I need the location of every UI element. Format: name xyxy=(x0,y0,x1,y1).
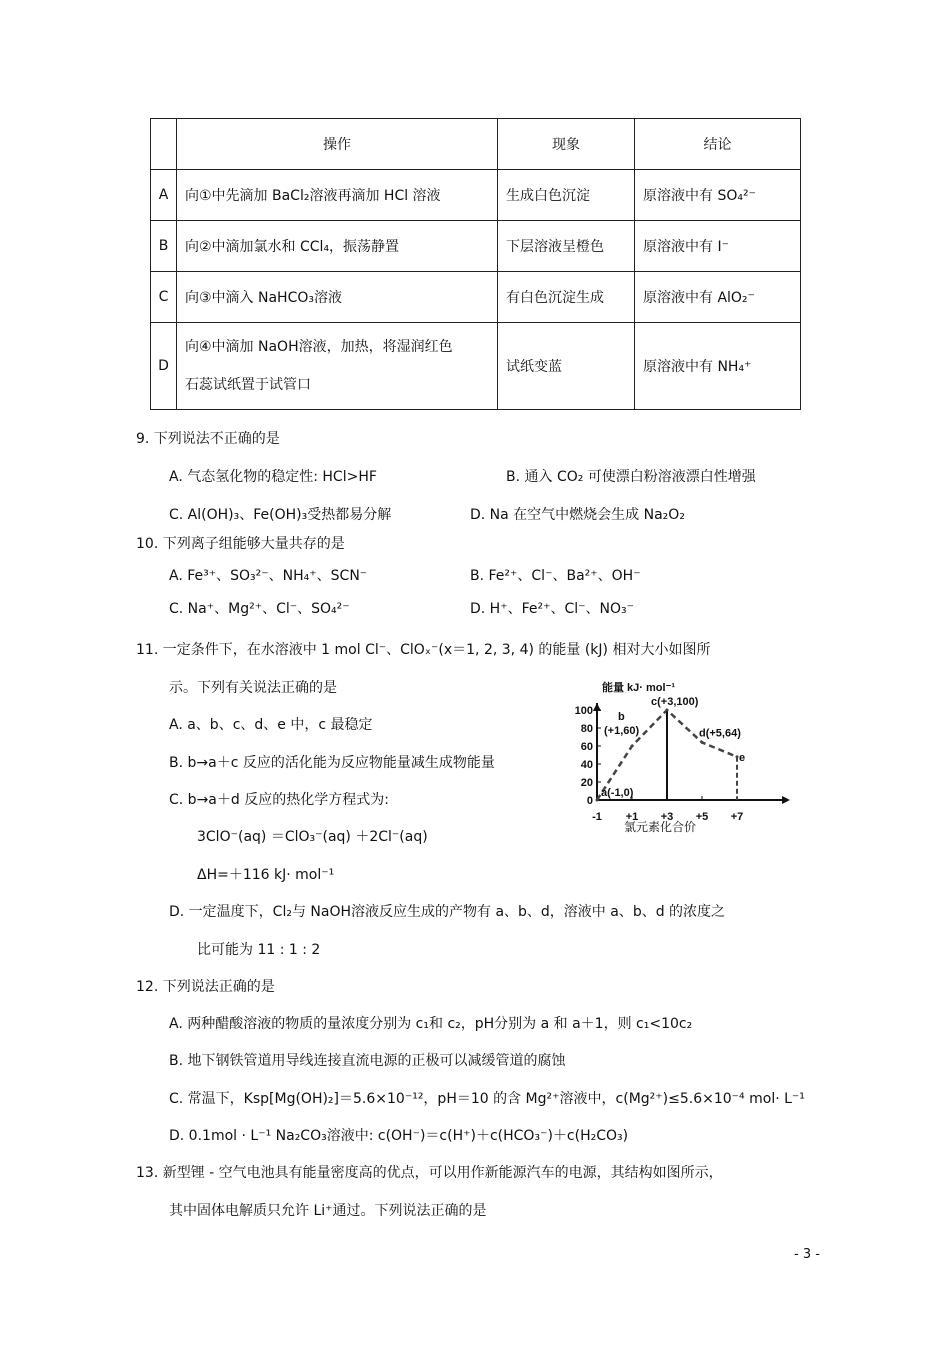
row-conclusion: 原溶液中有 AlO₂⁻ xyxy=(635,272,801,323)
row-conclusion: 原溶液中有 NH₄⁺ xyxy=(635,323,801,410)
y-tick-label: 0 xyxy=(586,795,593,807)
y-tick-label: 80 xyxy=(580,723,593,735)
q9-option-b: B. 通入 CO₂ 可使漂白粉溶液漂白性增强 xyxy=(506,469,756,485)
q11-option-b: B. b→a＋c 反应的活化能为反应物能量减生成物能量 xyxy=(169,755,495,771)
row-operation: 向③中滴入 NaHCO₃溶液 xyxy=(177,272,498,323)
point-label-c: c(+3,100) xyxy=(651,696,699,708)
q9-option-c: C. Al(OH)₃、Fe(OH)₃受热都易分解 xyxy=(169,507,392,523)
point-label-a: a(-1,0) xyxy=(601,787,634,799)
row-operation: 向①中先滴加 BaCl₂溶液再滴加 HCl 溶液 xyxy=(177,170,498,221)
q12-stem: 12. 下列说法正确的是 xyxy=(136,979,275,995)
point-d xyxy=(701,741,704,744)
table-row xyxy=(151,323,801,410)
point-a xyxy=(596,799,599,802)
row-phenomenon: 生成白色沉淀 xyxy=(498,170,635,221)
point-c xyxy=(666,709,669,712)
row-conclusion: 原溶液中有 I⁻ xyxy=(635,221,801,272)
x-axis-label: 氯元素化合价 xyxy=(623,820,697,834)
q10-option-b: B. Fe²⁺、Cl⁻、Ba²⁺、OH⁻ xyxy=(470,568,641,584)
row-conclusion: 原溶液中有 SO₄²⁻ xyxy=(635,170,801,221)
page-number: - 3 - xyxy=(794,1247,820,1262)
x-tick-label: +3 xyxy=(660,811,674,823)
row-label: B xyxy=(151,221,177,272)
table-header-empty xyxy=(151,119,177,170)
y-tick-label: 60 xyxy=(580,741,593,753)
q12-option-c: C. 常温下，Ksp[Mg(OH)₂]＝5.6×10⁻¹²，pH＝10 的含 Mg²⁺溶液中，c(Mg²⁺)≤5.6×10⁻⁴ mol· L⁻¹ xyxy=(169,1091,805,1107)
q12-option-b: B. 地下钢铁管道用导线连接直流电源的正极可以减缓管道的腐蚀 xyxy=(169,1053,566,1069)
q11-option-d-line1: D. 一定温度下，Cl₂与 NaOH溶液反应生成的产物有 a、b、d，溶液中 a、b、d 的浓度之 xyxy=(169,904,726,920)
q11-stem-line2: 示。下列有关说法正确的是 xyxy=(169,680,337,696)
q10-option-d: D. H⁺、Fe²⁺、Cl⁻、NO₃⁻ xyxy=(470,601,635,617)
point-label-e: e xyxy=(739,751,746,764)
row-phenomenon: 有白色沉淀生成 xyxy=(498,272,635,323)
table-row xyxy=(151,221,801,272)
y-tick-label: 40 xyxy=(580,759,593,771)
x-tick-label: +5 xyxy=(695,811,709,823)
q10-option-a: A. Fe³⁺、SO₃²⁻、NH₄⁺、SCN⁻ xyxy=(169,568,368,584)
y-tick-label: 100 xyxy=(574,705,593,717)
q10-option-c: C. Na⁺、Mg²⁺、Cl⁻、SO₄²⁻ xyxy=(169,601,350,617)
row-label: A xyxy=(151,170,177,221)
q11-stem-line1: 11. 一定条件下，在水溶液中 1 mol Cl⁻、ClOₓ⁻(x＝1, 2, 3, 4) 的能量 (kJ) 相对大小如图所 xyxy=(136,642,711,658)
table-row xyxy=(151,170,801,221)
row-operation: 向②中滴加氯水和 CCl₄，振荡静置 xyxy=(177,221,498,272)
q13-stem-line1: 13. 新型锂 - 空气电池具有能量密度高的优点，可以用作新能源汽车的电源，其结构如图所示， xyxy=(136,1165,723,1181)
q11-option-c-enthalpy: ΔH=＋116 kJ· mol⁻¹ xyxy=(197,867,335,883)
point-b xyxy=(631,745,634,748)
q13-stem-line2: 其中固体电解质只允许 Li⁺通过。下列说法正确的是 xyxy=(169,1203,487,1219)
x-tick-label: +7 xyxy=(730,811,744,823)
q9-option-a: A. 气态氢化物的稳定性: HCl>HF xyxy=(169,469,377,485)
experiment-table xyxy=(150,118,801,410)
point-label-d: d(+5,64) xyxy=(699,727,741,740)
energy-chart xyxy=(570,675,800,840)
x-tick-label: -1 xyxy=(592,811,602,823)
q11-option-a: A. a、b、c、d、e 中，c 最稳定 xyxy=(169,717,373,733)
row-label: D xyxy=(151,323,177,410)
point-label-b-coord: (+1,60) xyxy=(604,725,640,737)
x-tick-label: +1 xyxy=(625,811,639,823)
row-operation xyxy=(177,323,498,410)
table-header-row xyxy=(151,119,801,170)
row-operation-line2: 石蕊试纸置于试管口 xyxy=(185,377,311,393)
table-header-phenomenon: 现象 xyxy=(498,119,635,170)
q11-option-c-equation: 3ClO⁻(aq) ＝ClO₃⁻(aq) ＋2Cl⁻(aq) xyxy=(197,829,428,845)
x-axis-arrow xyxy=(782,796,790,804)
table-row xyxy=(151,272,801,323)
point-label-b: b xyxy=(618,711,625,723)
table-header-operation: 操作 xyxy=(177,119,498,170)
q10-stem: 10. 下列离子组能够大量共存的是 xyxy=(136,536,345,552)
row-operation-line1: 向④中滴加 NaOH溶液，加热，将湿润红色 xyxy=(185,339,453,355)
q11-option-d-line2: 比可能为 11 : 1 : 2 xyxy=(197,942,321,958)
y-axis-label: 能量 kJ· mol⁻¹ xyxy=(602,682,676,694)
row-phenomenon: 试纸变蓝 xyxy=(498,323,635,410)
q12-option-d: D. 0.1mol · L⁻¹ Na₂CO₃溶液中: c(OH⁻)＝c(H⁺)＋c(HCO₃⁻)＋c(H₂CO₃) xyxy=(169,1128,629,1144)
q9-option-d: D. Na 在空气中燃烧会生成 Na₂O₂ xyxy=(470,507,685,523)
table-header-conclusion: 结论 xyxy=(635,119,801,170)
row-phenomenon: 下层溶液呈橙色 xyxy=(498,221,635,272)
y-tick-label: 20 xyxy=(580,777,593,789)
q9-stem: 9. 下列说法不正确的是 xyxy=(136,431,280,447)
q11-option-c: C. b→a＋d 反应的热化学方程式为: xyxy=(169,792,389,808)
q12-option-a: A. 两种醋酸溶液的物质的量浓度分别为 c₁和 c₂，pH分别为 a 和 a＋1，则 c₁<10c₂ xyxy=(169,1016,693,1032)
row-label: C xyxy=(151,272,177,323)
